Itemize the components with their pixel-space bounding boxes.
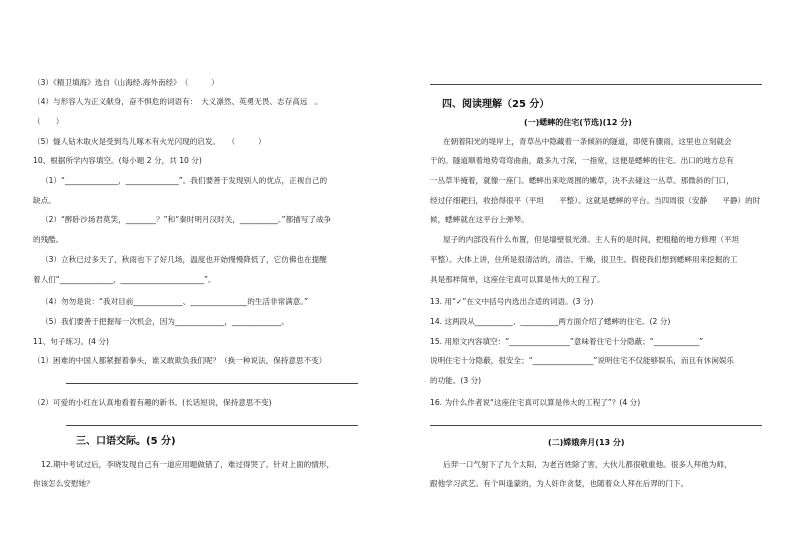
answer-line-top	[430, 84, 762, 85]
question-10-4: （4）勿勿是说：“我对目前_____________、_______________的生活非常满意。”	[41, 297, 309, 306]
section-4-title: 四、阅读理解（25 分）	[442, 99, 550, 110]
question-15: 15. 用原文内容填空：“________________”意味着住宅十分隐蔽；“____________”	[430, 337, 704, 346]
question-10-3: （3）立秋已过多天了，秋雨也下了好几场，温度也开始慢慢降低了，它仿佛也在提醒	[41, 255, 327, 264]
answer-line-11-2	[66, 425, 358, 426]
question-10-1: （1）“______________，______________”。我们要善于发现别人的优点，正视自己的	[41, 176, 328, 185]
passage-2-line: 后羿一口气射下了九个太阳，为老百姓除了害，大伙儿都很敬重他。很多人拜他为师，	[443, 460, 732, 469]
passage-1-line: 干的。隧道顺着地势弯弯曲曲，最多九寸深，一指宽，这便是蟋蟀的住宅。出口的地方总有	[430, 156, 734, 165]
passage-1-line: 经过仔细耙扫，收拾得很平（平坦 平整）。这就是蟋蟀的平台。当四周很（安静 平静）的时	[430, 196, 761, 205]
passage-2-line: 跟他学习武艺。有个叫逢蒙的，为人奸诈贪婪，也随着众人拜在后羿的门下。	[430, 479, 689, 488]
question-5: （5）燧人钻木取火是受到鸟儿啄木有火光闪现的启发。 （ ）	[33, 137, 266, 146]
passage-1-line: 屋子的内部没有什么布置，但是墙壁很光滑。主人有的是时间，把粗糙的地方修理（平坦	[443, 235, 740, 244]
passage-2-title: (二)嫦娥奔月(13 分)	[548, 438, 625, 447]
question-15-cont: 说明住宅十分隐蔽，很安全；“________________”说明住宅不仅能够娱乐，而且有休闲娱乐	[430, 356, 735, 365]
question-13: 13. 用“✓”在文中括号内选出合适的词语。(3 分)	[430, 297, 594, 306]
answer-line-16	[430, 425, 762, 426]
question-15-cont2: 的功能。(3 分)	[430, 376, 482, 385]
question-10-3-cont: 着人们“______________，______________________”。	[33, 275, 216, 284]
section-3-title: 三、口语交际。(5 分)	[76, 436, 176, 447]
question-10-1-cont: 缺点。	[33, 196, 56, 205]
passage-1-title: (一)蟋蟀的住宅(节选)(12 分)	[524, 118, 632, 127]
question-11-heading: 11、句子练习。(4 分)	[33, 337, 109, 346]
passage-1-line: 具是那样简单，这座住宅真可以算是伟大的工程了。	[430, 275, 605, 284]
question-10-5: （5）我们要善于把握每一次机会，因为_____________，_____________。	[41, 317, 289, 326]
question-10-heading: 10、根据所学内容填空。(每小题 2 分，共 10 分)	[33, 156, 202, 165]
passage-1-line: 平整）。大体上讲，住所是很清洁的，清洁、干燥，很卫生。假使我们想到蟋蟀用来挖掘的工	[430, 255, 738, 264]
passage-1-line: 候，蟋蟀就在这平台上弹琴。	[430, 215, 529, 224]
question-14: 14. 这两段从__________、__________两方面介绍了蟋蟀的住宅。(2 分)	[430, 317, 671, 326]
question-12: 12.期中考试过后，李晓发现自己有一道应用题做错了，难过得哭了。针对上面的情形，	[41, 460, 335, 469]
question-11-1: （1）困难的中国人都紧握着拳头，谁又敢欺负我们呢？（换一种说法，保持意思不变）	[33, 356, 327, 365]
question-16: 16. 为什么作者说“这座住宅真可以算是伟大的工程了”？(4 分)	[430, 398, 641, 407]
passage-1-line: 在朝着阳光的堤岸上，青草丛中隐藏着一条倾斜的隧道，即使有骤雨，这里也立刻就会	[443, 137, 732, 146]
question-12-cont: 你该怎么安慰她？	[33, 479, 94, 488]
answer-line-11-1	[66, 383, 358, 384]
question-11-2: （2）可爱的小红在认真地看着有趣的新书。(长话短说，保持意思不变)	[33, 398, 272, 407]
question-10-2-cont: 的残酷。	[33, 235, 64, 244]
question-10-2: （2）“醉卧沙场君莫笑，________？”和“秦时明月汉时关，__________。”都描写了战争	[41, 215, 332, 224]
passage-1-line: 一丛草半掩着，就像一座门。蟋蟀出来吃周围的嫩草，决不去碰这一丛草。那微斜的门口，	[430, 176, 734, 185]
question-4: （4）与形容人为正义献身，奋不惧危的词语有： 大义凛然、英勇无畏、志存高远 。	[33, 97, 323, 106]
question-3: （3）《精卫填海》选自《山海经.海外南经》 （ ）	[33, 78, 219, 87]
question-4-bracket: （ ）	[33, 117, 64, 126]
